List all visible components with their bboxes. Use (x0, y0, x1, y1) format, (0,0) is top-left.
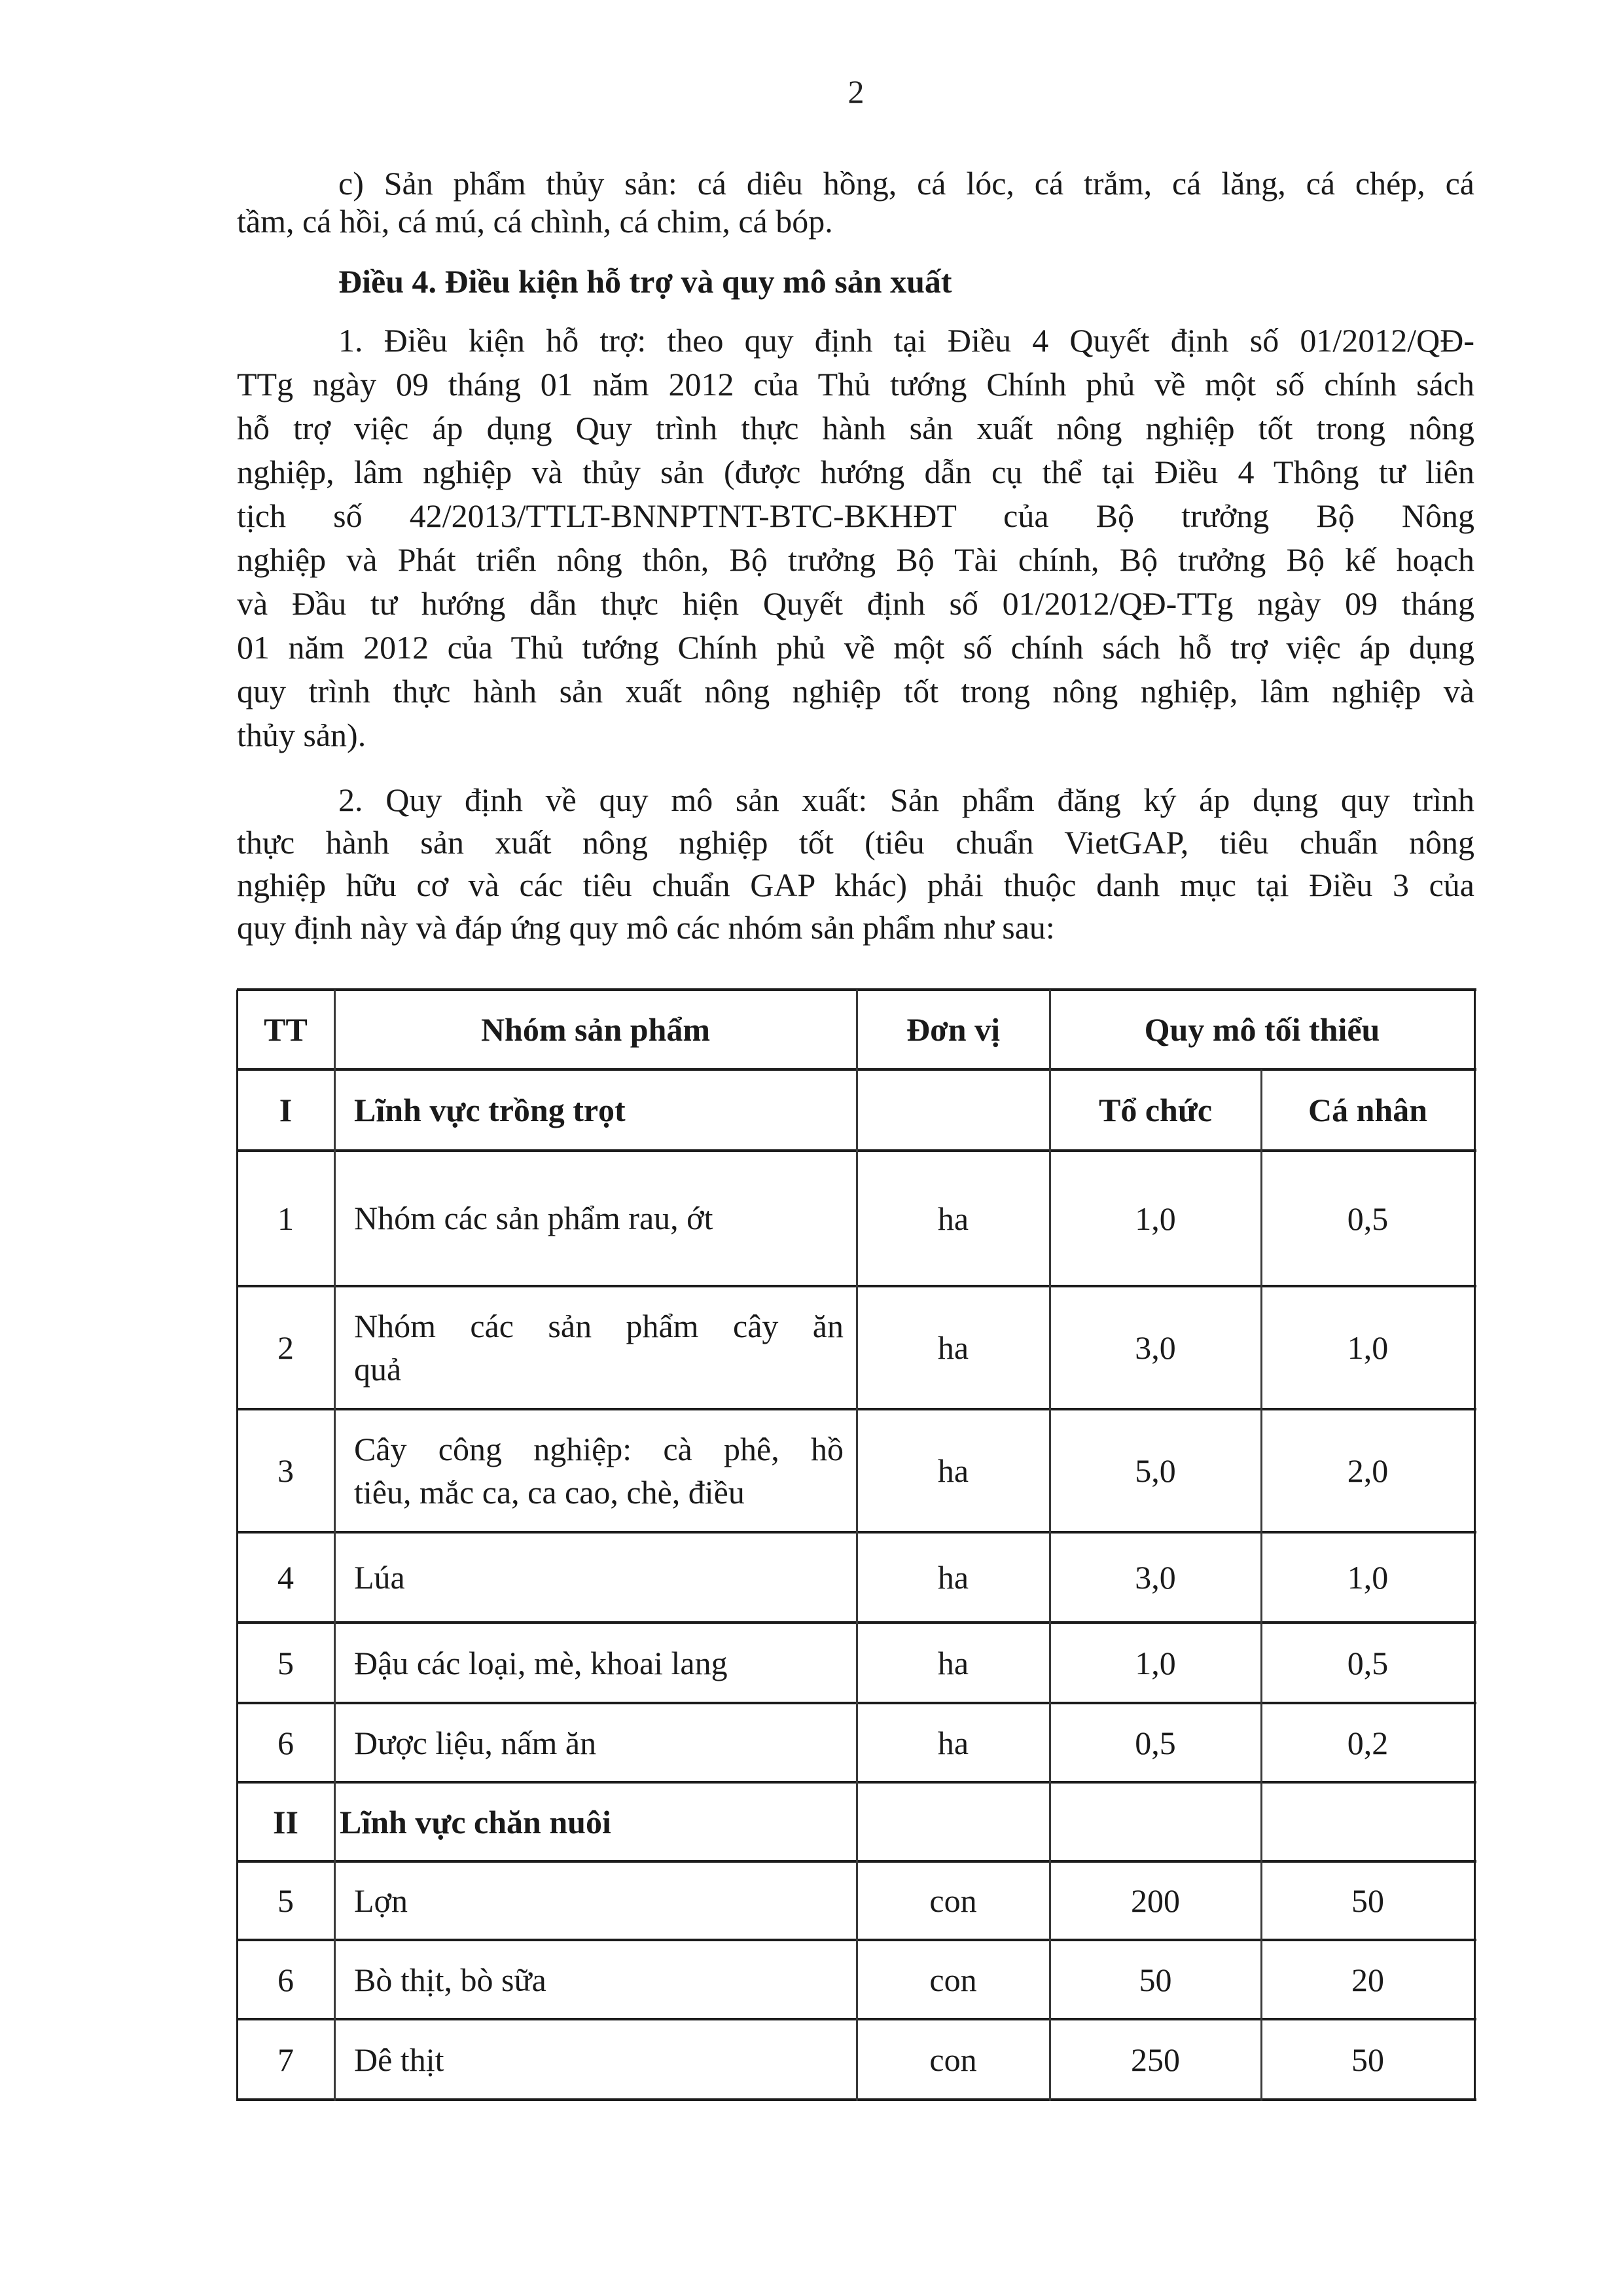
row-organization-min (1050, 2019, 1261, 2100)
paragraph-c-line: tầm, cá hồi, cá mú, cá chình, cá chim, cá bóp. (237, 203, 833, 240)
row-organization-min (1050, 1286, 1261, 1409)
header-organization-text: Tổ chức (1098, 1092, 1213, 1128)
product-group-text: Nhóm các sản phẩm cây ăn (354, 1308, 844, 1344)
header-minimum-scale (1050, 990, 1474, 1069)
header-product-group-text: Nhóm sản phẩm (480, 1011, 711, 1048)
row-unit (857, 1940, 1050, 2019)
section-number-text: II (273, 1803, 298, 1840)
row-individual-min-text: 0,5 (1347, 1200, 1389, 1237)
row-individual-min-text: 0,2 (1347, 1724, 1389, 1761)
row-unit (857, 1409, 1050, 1532)
row-number-text: 5 (277, 1644, 294, 1681)
section-number (237, 1782, 334, 1861)
row-organization-min (1050, 1861, 1261, 1940)
paragraph-c-line: c) Sản phẩm thủy sản: cá diêu hồng, cá lóc, cá trắm, cá lăng, cá chép, cá (338, 165, 1474, 202)
product-group-text: quả (354, 1351, 402, 1388)
row-individual-min-text: 50 (1351, 2041, 1384, 2078)
row-organization-min-text: 5,0 (1135, 1452, 1176, 1489)
row-organization-min-text: 1,0 (1135, 1644, 1176, 1681)
row-organization-min (1050, 1409, 1261, 1532)
row-number (237, 1409, 334, 1532)
row-organization-min (1050, 1532, 1261, 1623)
product-group-text: Lợn (354, 1882, 408, 1919)
paragraph-1-line: 1. Điều kiện hỗ trợ: theo quy định tại Điều 4 Quyết định số 01/2012/QĐ- (338, 322, 1474, 359)
row-unit-text: ha (937, 1559, 969, 1596)
paragraph-1-line: nghiệp, lâm nghiệp và thủy sản (được hướng dẫn cụ thể tại Điều 4 Thông tư liên (237, 454, 1474, 490)
row-product-group (334, 1532, 857, 1623)
paragraph-2-line: nghiệp hữu cơ và các tiêu chuẩn GAP khác) phải thuộc danh mục tại Điều 3 của (237, 867, 1474, 903)
row-product-group (334, 1623, 857, 1703)
row-unit-text: con (929, 1961, 977, 1998)
row-number-text: 5 (277, 1882, 294, 1919)
row-unit (857, 1703, 1050, 1782)
paragraph-1-line: thủy sản). (237, 717, 366, 753)
row-unit-text: ha (937, 1724, 969, 1761)
row-individual-min (1261, 1861, 1474, 1940)
paragraph-1-line: và Đầu tư hướng dẫn thực hiện Quyết định số 01/2012/QĐ-TTg ngày 09 tháng (237, 585, 1474, 622)
header-individual-text: Cá nhân (1308, 1092, 1428, 1128)
row-individual-min (1261, 1532, 1474, 1623)
row-number (237, 1861, 334, 1940)
row-organization-min (1050, 1623, 1261, 1703)
row-number (237, 1703, 334, 1782)
row-organization-min-text: 250 (1131, 2041, 1180, 2078)
section-title-text: Lĩnh vực chăn nuôi (340, 1803, 611, 1840)
section-number-text: I (279, 1092, 293, 1128)
product-group-text: Đậu các loại, mè, khoai lang (354, 1644, 728, 1681)
paragraph-1-line: quy trình thực hành sản xuất nông nghiệp tốt trong nông nghiệp, lâm nghiệp và (237, 673, 1474, 709)
row-number-text: 7 (277, 2041, 294, 2078)
row-organization-min-text: 3,0 (1135, 1559, 1176, 1596)
row-organization-min-text: 0,5 (1135, 1724, 1176, 1761)
row-product-group (334, 1940, 857, 2019)
header-unit-text: Đơn vị (906, 1011, 1000, 1048)
row-individual-min-text: 0,5 (1347, 1644, 1389, 1681)
row-organization-min (1050, 1703, 1261, 1782)
row-individual-min-text: 1,0 (1347, 1329, 1389, 1366)
row-number-text: 6 (277, 1961, 294, 1998)
row-individual-min-text: 50 (1351, 1882, 1384, 1919)
row-organization-min (1050, 1151, 1261, 1286)
row-number (237, 2019, 334, 2100)
paragraph-1-line: 01 năm 2012 của Thủ tướng Chính phủ về một số chính sách hỗ trợ việc áp dụng (237, 629, 1474, 666)
row-product-group (334, 1409, 857, 1532)
product-group-text: Nhóm các sản phẩm rau, ớt (354, 1200, 713, 1236)
row-organization-min-text: 3,0 (1135, 1329, 1176, 1366)
row-number-text: 4 (277, 1559, 294, 1596)
row-individual-min (1261, 2019, 1474, 2100)
product-group-text: tiêu, mắc ca, ca cao, chè, điều (354, 1474, 745, 1511)
row-number-text: 6 (277, 1724, 294, 1761)
row-unit-text: ha (937, 1200, 969, 1237)
row-unit (857, 1861, 1050, 1940)
paragraph-1-line: TTg ngày 09 tháng 01 năm 2012 của Thủ tướng Chính phủ về một số chính sách (237, 366, 1474, 403)
page-number: 2 (847, 73, 865, 110)
section-title (334, 1782, 857, 1861)
header-tt-text: TT (264, 1011, 308, 1048)
row-product-group (334, 1861, 857, 1940)
row-unit-text: ha (937, 1644, 969, 1681)
row-unit (857, 1532, 1050, 1623)
row-product-group (334, 1151, 857, 1286)
header-minimum-scale-text: Quy mô tối thiểu (1144, 1011, 1380, 1048)
row-number (237, 1940, 334, 2019)
header-individual (1261, 1069, 1474, 1151)
row-unit (857, 2019, 1050, 2100)
section-title (334, 1069, 857, 1151)
header-unit (857, 990, 1050, 1069)
paragraph-2-line: thực hành sản xuất nông nghiệp tốt (tiêu chuẩn VietGAP, tiêu chuẩn nông (237, 824, 1474, 861)
product-group-text: Lúa (354, 1559, 405, 1596)
row-unit (857, 1623, 1050, 1703)
section-title-text: Lĩnh vực trồng trọt (354, 1092, 626, 1128)
row-individual-min-text: 20 (1351, 1961, 1384, 1998)
row-individual-min-text: 2,0 (1347, 1452, 1389, 1489)
row-number (237, 1286, 334, 1409)
row-organization-min-text: 50 (1139, 1961, 1172, 1998)
row-unit-text: con (929, 1882, 977, 1919)
row-unit-text: ha (937, 1452, 969, 1489)
article-heading: Điều 4. Điều kiện hỗ trợ và quy mô sản xuất (338, 263, 952, 300)
row-unit (857, 1151, 1050, 1286)
header-product-group (334, 990, 857, 1069)
header-organization (1050, 1069, 1261, 1151)
row-number-text: 3 (277, 1452, 294, 1489)
paragraph-1-line: tịch số 42/2013/TTLT-BNNPTNT-BTC-BKHĐT của Bộ trưởng Bộ Nông (237, 497, 1474, 534)
paragraph-2-line: 2. Quy định về quy mô sản xuất: Sản phẩm đăng ký áp dụng quy trình (338, 781, 1474, 818)
row-number (237, 1151, 334, 1286)
paragraph-1-line: hỗ trợ việc áp dụng Quy trình thực hành sản xuất nông nghiệp tốt trong nông (237, 410, 1474, 446)
row-number-text: 2 (277, 1329, 294, 1366)
product-group-text: Dược liệu, nấm ăn (354, 1724, 597, 1761)
row-individual-min (1261, 1940, 1474, 2019)
row-organization-min (1050, 1940, 1261, 2019)
minimum-scale-table (237, 990, 1474, 2100)
row-unit-text: ha (937, 1329, 969, 1366)
row-individual-min (1261, 1623, 1474, 1703)
product-group-text: Cây công nghiệp: cà phê, hồ (354, 1431, 844, 1467)
paragraph-1-line: nghiệp và Phát triển nông thôn, Bộ trưởng Bộ Tài chính, Bộ trưởng Bộ kế hoạch (237, 541, 1474, 578)
product-group-text: Bò thịt, bò sữa (354, 1961, 546, 1998)
row-product-group (334, 2019, 857, 2100)
row-individual-min (1261, 1703, 1474, 1782)
row-individual-min (1261, 1286, 1474, 1409)
row-organization-min-text: 200 (1131, 1882, 1180, 1919)
row-individual-min-text: 1,0 (1347, 1559, 1389, 1596)
header-tt (237, 990, 334, 1069)
row-number (237, 1532, 334, 1623)
product-group-text: Dê thịt (354, 2041, 444, 2078)
row-individual-min (1261, 1151, 1474, 1286)
row-number-text: 1 (277, 1200, 294, 1237)
paragraph-2-line: quy định này và đáp ứng quy mô các nhóm sản phẩm như sau: (237, 909, 1055, 946)
section-number (237, 1069, 334, 1151)
row-product-group (334, 1286, 857, 1409)
row-individual-min (1261, 1409, 1474, 1532)
row-product-group (334, 1703, 857, 1782)
row-unit (857, 1286, 1050, 1409)
row-number (237, 1623, 334, 1703)
row-organization-min-text: 1,0 (1135, 1200, 1176, 1237)
row-unit-text: con (929, 2041, 977, 2078)
